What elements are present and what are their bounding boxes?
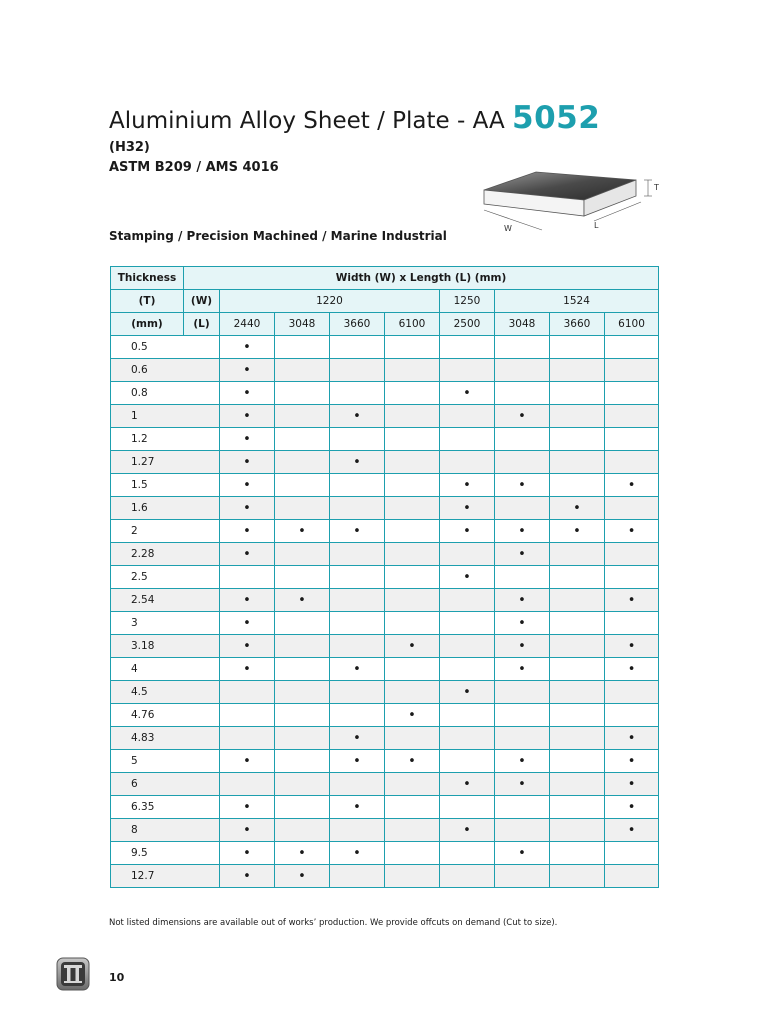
length-label: (L) <box>184 313 220 336</box>
availability-cell <box>605 566 659 589</box>
availability-cell <box>550 819 605 842</box>
availability-cell <box>385 428 440 451</box>
availability-dot: • <box>220 428 275 451</box>
availability-cell <box>495 727 550 750</box>
availability-dot: • <box>495 773 550 796</box>
availability-cell <box>385 842 440 865</box>
availability-dot: • <box>220 750 275 773</box>
table-row <box>111 543 659 566</box>
availability-dot: • <box>605 796 659 819</box>
availability-cell <box>550 543 605 566</box>
thickness-cell: 2.5 <box>111 566 220 589</box>
availability-dot: • <box>385 750 440 773</box>
plate-dimension-diagram <box>476 168 676 243</box>
company-logo-icon <box>56 957 90 991</box>
availability-dot: • <box>605 635 659 658</box>
availability-cell <box>385 589 440 612</box>
availability-cell <box>495 704 550 727</box>
availability-cell <box>330 543 385 566</box>
availability-dot: • <box>495 589 550 612</box>
availability-cell <box>385 336 440 359</box>
thickness-cell: 0.6 <box>111 359 220 382</box>
availability-cell <box>605 681 659 704</box>
table-row <box>111 428 659 451</box>
page-number: 10 <box>109 971 125 984</box>
availability-cell <box>330 359 385 382</box>
availability-dot: • <box>605 658 659 681</box>
width-1250: 1250 <box>440 290 495 313</box>
availability-cell <box>605 497 659 520</box>
availability-cell <box>550 428 605 451</box>
length-header: 3660 <box>550 313 605 336</box>
availability-cell <box>605 704 659 727</box>
length-header: 3660 <box>330 313 385 336</box>
availability-cell <box>275 819 330 842</box>
title-prefix: Aluminium Alloy Sheet / Plate - AA <box>109 108 505 134</box>
availability-cell <box>550 382 605 405</box>
availability-cell <box>275 497 330 520</box>
table-row <box>111 704 659 727</box>
availability-cell <box>330 635 385 658</box>
availability-dot: • <box>495 543 550 566</box>
table-row <box>111 842 659 865</box>
availability-cell <box>550 681 605 704</box>
availability-cell <box>385 612 440 635</box>
availability-cell <box>385 405 440 428</box>
table-row <box>111 451 659 474</box>
table-row <box>111 773 659 796</box>
thickness-unit-mm: (mm) <box>111 313 184 336</box>
availability-dot: • <box>440 474 495 497</box>
availability-dot: • <box>495 405 550 428</box>
length-header: 3048 <box>275 313 330 336</box>
availability-cell <box>330 589 385 612</box>
availability-cell <box>440 359 495 382</box>
availability-dot: • <box>440 566 495 589</box>
availability-dot: • <box>495 520 550 543</box>
availability-cell <box>330 773 385 796</box>
availability-dot: • <box>220 474 275 497</box>
table-row <box>111 819 659 842</box>
availability-cell <box>550 658 605 681</box>
header-row-2 <box>111 290 659 313</box>
table-row <box>111 405 659 428</box>
availability-cell <box>220 566 275 589</box>
availability-cell <box>440 658 495 681</box>
table-body <box>111 336 659 888</box>
table-row <box>111 681 659 704</box>
availability-dot: • <box>220 865 275 888</box>
availability-cell <box>330 497 385 520</box>
availability-cell <box>550 773 605 796</box>
table-row <box>111 589 659 612</box>
temper-designation: (H32) <box>109 140 150 155</box>
availability-cell <box>220 704 275 727</box>
availability-dot: • <box>330 405 385 428</box>
availability-cell <box>440 865 495 888</box>
page-title <box>109 100 600 136</box>
availability-cell <box>440 543 495 566</box>
width-1220: 1220 <box>220 290 440 313</box>
availability-cell <box>495 428 550 451</box>
table-row <box>111 520 659 543</box>
availability-dot: • <box>440 382 495 405</box>
availability-cell <box>275 727 330 750</box>
availability-cell <box>275 405 330 428</box>
availability-dot: • <box>440 520 495 543</box>
availability-cell <box>495 497 550 520</box>
availability-dot: • <box>330 796 385 819</box>
availability-cell <box>605 382 659 405</box>
thickness-header: Thickness <box>111 267 184 290</box>
availability-dot: • <box>220 612 275 635</box>
availability-cell <box>330 681 385 704</box>
availability-dot: • <box>330 658 385 681</box>
availability-cell <box>440 727 495 750</box>
availability-cell <box>385 497 440 520</box>
availability-cell <box>275 612 330 635</box>
availability-dot: • <box>550 520 605 543</box>
availability-cell <box>495 451 550 474</box>
availability-cell <box>275 543 330 566</box>
table-row <box>111 612 659 635</box>
availability-dot: • <box>495 750 550 773</box>
standards-line: ASTM B209 / AMS 4016 <box>109 160 279 175</box>
availability-cell <box>275 382 330 405</box>
thickness-unit-t: (T) <box>111 290 184 313</box>
alloy-grade: 5052 <box>512 100 601 136</box>
availability-cell <box>605 543 659 566</box>
availability-cell <box>385 796 440 819</box>
availability-cell <box>440 612 495 635</box>
table-row <box>111 566 659 589</box>
availability-cell <box>605 612 659 635</box>
table-row <box>111 497 659 520</box>
availability-cell <box>440 635 495 658</box>
availability-cell <box>275 681 330 704</box>
availability-cell <box>495 336 550 359</box>
availability-cell <box>440 750 495 773</box>
availability-dot: • <box>495 612 550 635</box>
availability-cell <box>385 681 440 704</box>
availability-cell <box>550 727 605 750</box>
header-row-3 <box>111 313 659 336</box>
table-row <box>111 865 659 888</box>
availability-dot: • <box>605 750 659 773</box>
availability-cell <box>385 658 440 681</box>
availability-cell <box>495 865 550 888</box>
availability-cell <box>385 382 440 405</box>
availability-dot: • <box>605 773 659 796</box>
availability-dot: • <box>495 635 550 658</box>
availability-cell <box>550 865 605 888</box>
thickness-cell: 8 <box>111 819 220 842</box>
diagram-w-label: W <box>504 224 512 233</box>
availability-dot: • <box>220 520 275 543</box>
availability-dot: • <box>605 819 659 842</box>
availability-dot: • <box>440 819 495 842</box>
availability-dot: • <box>220 451 275 474</box>
availability-cell <box>385 566 440 589</box>
availability-dot: • <box>220 405 275 428</box>
availability-cell <box>440 589 495 612</box>
table-row <box>111 336 659 359</box>
thickness-cell: 0.8 <box>111 382 220 405</box>
availability-cell <box>495 796 550 819</box>
availability-dot: • <box>220 589 275 612</box>
diagram-t-label: T <box>654 183 659 192</box>
thickness-cell: 6.35 <box>111 796 220 819</box>
availability-cell <box>385 727 440 750</box>
availability-dot: • <box>330 451 385 474</box>
thickness-cell: 3 <box>111 612 220 635</box>
availability-dot: • <box>220 382 275 405</box>
availability-cell <box>605 336 659 359</box>
availability-dot: • <box>605 727 659 750</box>
availability-cell <box>550 842 605 865</box>
availability-dot: • <box>605 474 659 497</box>
thickness-cell: 1.5 <box>111 474 220 497</box>
availability-cell <box>220 773 275 796</box>
availability-dot: • <box>495 658 550 681</box>
thickness-cell: 4.5 <box>111 681 220 704</box>
length-header: 2500 <box>440 313 495 336</box>
applications-line: Stamping / Precision Machined / Marine Industrial <box>109 229 447 243</box>
availability-cell <box>330 612 385 635</box>
availability-cell <box>275 336 330 359</box>
availability-cell <box>605 359 659 382</box>
availability-dot: • <box>550 497 605 520</box>
thickness-cell: 1.27 <box>111 451 220 474</box>
availability-cell <box>275 635 330 658</box>
table-row <box>111 727 659 750</box>
availability-cell <box>440 428 495 451</box>
dimension-header: Width (W) x Length (L) (mm) <box>184 267 659 290</box>
availability-cell <box>605 842 659 865</box>
availability-dot: • <box>275 842 330 865</box>
availability-dot: • <box>220 658 275 681</box>
availability-cell <box>330 428 385 451</box>
availability-cell <box>550 451 605 474</box>
availability-cell <box>605 428 659 451</box>
table-row <box>111 635 659 658</box>
availability-cell <box>330 382 385 405</box>
availability-cell <box>550 750 605 773</box>
availability-cell <box>275 474 330 497</box>
availability-cell <box>605 451 659 474</box>
length-header: 3048 <box>495 313 550 336</box>
availability-cell <box>275 658 330 681</box>
availability-cell <box>385 819 440 842</box>
availability-dot: • <box>220 497 275 520</box>
availability-cell <box>550 612 605 635</box>
availability-cell <box>385 359 440 382</box>
availability-cell <box>495 566 550 589</box>
availability-cell <box>440 451 495 474</box>
availability-cell <box>385 543 440 566</box>
availability-dot: • <box>275 520 330 543</box>
availability-cell <box>385 451 440 474</box>
header-row-1 <box>111 267 659 290</box>
availability-cell <box>550 635 605 658</box>
length-header: 6100 <box>605 313 659 336</box>
availability-dot: • <box>385 704 440 727</box>
availability-dot: • <box>220 796 275 819</box>
availability-cell <box>275 428 330 451</box>
availability-cell <box>550 336 605 359</box>
thickness-cell: 9.5 <box>111 842 220 865</box>
thickness-cell: 4.76 <box>111 704 220 727</box>
availability-dot: • <box>330 727 385 750</box>
availability-dot: • <box>330 520 385 543</box>
width-label: (W) <box>184 290 220 313</box>
availability-cell <box>385 773 440 796</box>
availability-cell <box>550 474 605 497</box>
thickness-cell: 2 <box>111 520 220 543</box>
diagram-l-label: L <box>594 221 599 230</box>
availability-dot: • <box>385 635 440 658</box>
availability-cell <box>495 681 550 704</box>
availability-dot: • <box>275 865 330 888</box>
availability-cell <box>330 566 385 589</box>
availability-dot: • <box>605 589 659 612</box>
availability-cell <box>605 405 659 428</box>
table-row <box>111 359 659 382</box>
availability-cell <box>440 336 495 359</box>
availability-cell <box>330 336 385 359</box>
availability-dot: • <box>330 842 385 865</box>
availability-dot: • <box>440 497 495 520</box>
thickness-cell: 1.6 <box>111 497 220 520</box>
availability-cell <box>495 359 550 382</box>
availability-cell <box>550 359 605 382</box>
availability-dot: • <box>275 589 330 612</box>
table-row <box>111 382 659 405</box>
availability-cell <box>550 589 605 612</box>
thickness-cell: 3.18 <box>111 635 220 658</box>
availability-cell <box>385 865 440 888</box>
availability-cell <box>550 704 605 727</box>
availability-cell <box>275 750 330 773</box>
thickness-cell: 4.83 <box>111 727 220 750</box>
availability-cell <box>440 796 495 819</box>
availability-dot: • <box>495 474 550 497</box>
availability-cell <box>550 566 605 589</box>
availability-cell <box>495 382 550 405</box>
availability-dot: • <box>440 773 495 796</box>
size-availability-table <box>110 266 659 888</box>
availability-cell <box>330 474 385 497</box>
availability-cell <box>440 405 495 428</box>
availability-dot: • <box>495 842 550 865</box>
thickness-cell: 6 <box>111 773 220 796</box>
availability-cell <box>550 405 605 428</box>
thickness-cell: 4 <box>111 658 220 681</box>
availability-cell <box>220 727 275 750</box>
availability-cell <box>275 451 330 474</box>
availability-cell <box>440 842 495 865</box>
availability-dot: • <box>220 543 275 566</box>
availability-cell <box>220 681 275 704</box>
length-header: 6100 <box>385 313 440 336</box>
availability-cell <box>275 796 330 819</box>
thickness-cell: 2.28 <box>111 543 220 566</box>
availability-cell <box>440 704 495 727</box>
thickness-cell: 12.7 <box>111 865 220 888</box>
thickness-cell: 1.2 <box>111 428 220 451</box>
availability-cell <box>385 474 440 497</box>
availability-cell <box>550 796 605 819</box>
footnote: Not listed dimensions are available out of works’ production. We provide offcuts on demand (Cut to size). <box>109 918 558 928</box>
availability-cell <box>330 704 385 727</box>
thickness-cell: 1 <box>111 405 220 428</box>
thickness-cell: 2.54 <box>111 589 220 612</box>
availability-cell <box>330 819 385 842</box>
availability-cell <box>495 819 550 842</box>
availability-dot: • <box>220 635 275 658</box>
availability-cell <box>330 865 385 888</box>
availability-cell <box>275 566 330 589</box>
availability-cell <box>385 520 440 543</box>
table-row <box>111 474 659 497</box>
availability-dot: • <box>220 819 275 842</box>
thickness-cell: 5 <box>111 750 220 773</box>
availability-cell <box>275 359 330 382</box>
availability-cell <box>605 865 659 888</box>
availability-dot: • <box>220 336 275 359</box>
thickness-cell: 0.5 <box>111 336 220 359</box>
availability-dot: • <box>440 681 495 704</box>
width-1524: 1524 <box>495 290 659 313</box>
availability-dot: • <box>220 359 275 382</box>
availability-cell <box>275 704 330 727</box>
table-row <box>111 750 659 773</box>
availability-dot: • <box>220 842 275 865</box>
length-header: 2440 <box>220 313 275 336</box>
table-row <box>111 658 659 681</box>
availability-dot: • <box>330 750 385 773</box>
availability-cell <box>275 773 330 796</box>
availability-dot: • <box>605 520 659 543</box>
table-row <box>111 796 659 819</box>
